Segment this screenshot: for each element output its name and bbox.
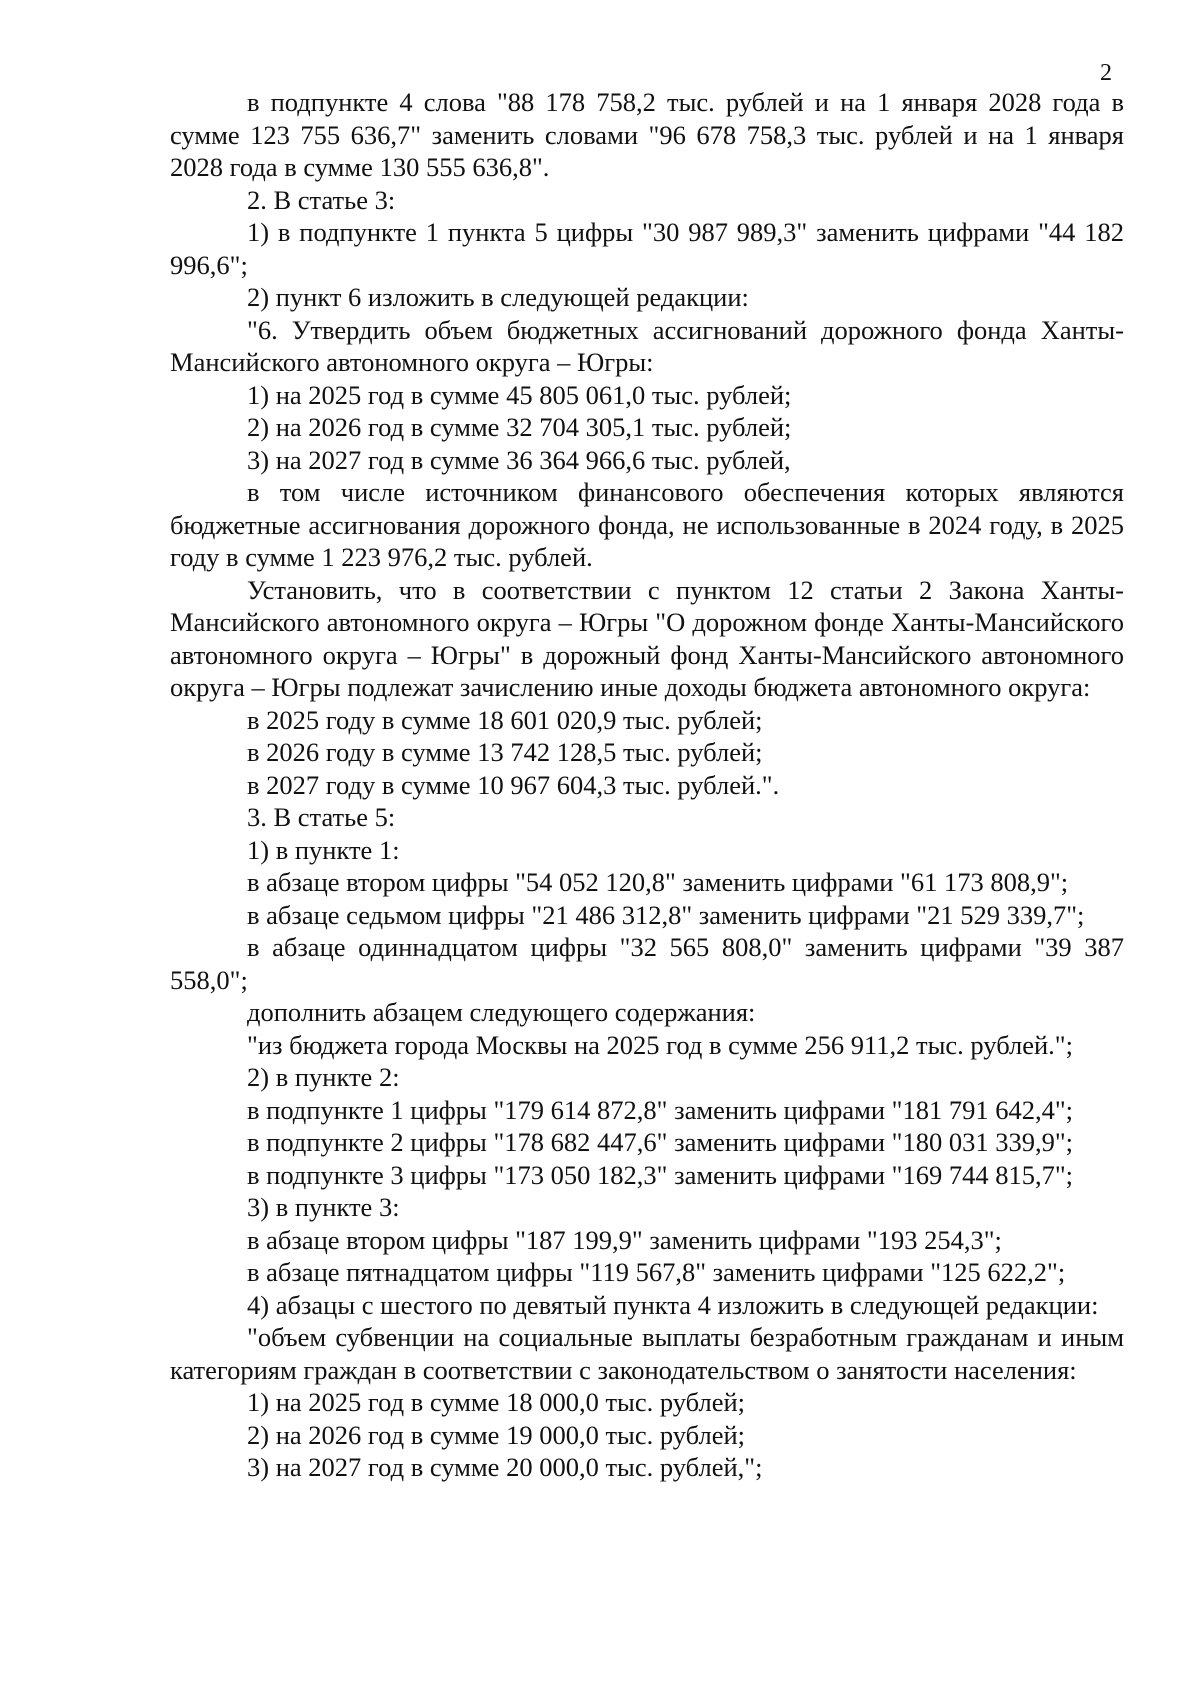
paragraph: 1) на 2025 год в сумме 18 000,0 тыс. рублей; [247, 1387, 746, 1417]
document-body [170, 86, 1124, 1484]
paragraph: Установить, что в соответствии с пунктом 12 статьи 2 Закона Ханты-Мансийского автономного округа – Югры "О дорожном фонде Ханты-Мансийского автономного округа – Югры" в дорожный фонд Ханты-Мансийского автономного округа – Югры подлежат зачислению иные доходы бюджета автономного округа: [170, 574, 1124, 702]
paragraph: "из бюджета города Москвы на 2025 год в сумме 256 911,2 тыс. рублей."; [247, 1029, 1073, 1060]
paragraph: "6. Утвердить объем бюджетных ассигнований дорожного фонда Ханты-Мансийского автономного округа – Югры: [170, 314, 1124, 377]
paragraph: 3) на 2027 год в сумме 20 000,0 тыс. рублей,"; [247, 1452, 763, 1482]
paragraph: в 2026 году в сумме 13 742 128,5 тыс. рублей; [247, 737, 763, 767]
paragraph: в подпункте 2 цифры "178 682 447,6" заменить цифрами "180 031 339,9"; [247, 1127, 1074, 1157]
paragraph: 4) абзацы с шестого по девятый пункта 4 изложить в следующей редакции: [247, 1289, 1099, 1320]
paragraph: в 2025 году в сумме 18 601 020,9 тыс. рублей; [247, 704, 763, 735]
paragraph: 3. В статье 5: [247, 802, 396, 832]
paragraph: в подпункте 4 слова "88 178 758,2 тыс. рублей и на 1 января 2028 года в сумме 123 755 636,7" заменить словами "96 678 758,3 тыс. рублей и на 1 января 2028 года в сумме 130 555 636,8". [170, 87, 1124, 182]
paragraph: 1) на 2025 год в сумме 45 805 061,0 тыс. рублей; [247, 379, 792, 410]
paragraph: 2) пункт 6 изложить в следующей редакции: [247, 282, 749, 312]
paragraph: 2) в пункте 2: [247, 1062, 400, 1092]
paragraph: в подпункте 3 цифры "173 050 182,3" заменить цифрами "169 744 815,7"; [247, 1159, 1074, 1190]
paragraph: в абзаце одиннадцатом цифры "32 565 808,0" заменить цифрами "39 387 558,0"; [170, 932, 1124, 995]
paragraph: дополнить абзацем следующего содержания: [247, 997, 756, 1027]
page-number: 2 [1100, 60, 1112, 86]
paragraph: в подпункте 1 цифры "179 614 872,8" заменить цифрами "181 791 642,4"; [247, 1094, 1074, 1125]
paragraph: 1) в пункте 1: [247, 834, 400, 865]
paragraph: в абзаце седьмом цифры "21 486 312,8" заменить цифрами "21 529 339,7"; [247, 899, 1085, 930]
paragraph: в том числе источником финансового обеспечения которых являются бюджетные ассигнования дорожного фонда, не использованные в 2024 году, в 2025 году в сумме 1 223 976,2 тыс. рублей. [170, 477, 1124, 572]
paragraph: 2) на 2026 год в сумме 19 000,0 тыс. рублей; [247, 1419, 746, 1450]
paragraph: в 2027 году в сумме 10 967 604,3 тыс. рублей.". [247, 769, 780, 800]
paragraph: "объем субвенции на социальные выплаты безработным гражданам и иным категориям граждан в соответствии с законодательством о занятости населения: [170, 1322, 1124, 1385]
paragraph: в абзаце втором цифры "187 199,9" заменить цифрами "193 254,3"; [247, 1224, 1002, 1255]
paragraph: 3) в пункте 3: [247, 1192, 400, 1222]
paragraph: 1) в подпункте 1 пункта 5 цифры "30 987 989,3" заменить цифрами "44 182 996,6"; [170, 217, 1124, 280]
paragraph: 2) на 2026 год в сумме 32 704 305,1 тыс. рублей; [247, 412, 792, 442]
paragraph: 2. В статье 3: [247, 184, 396, 215]
paragraph: в абзаце пятнадцатом цифры "119 567,8" заменить цифрами "125 622,2"; [247, 1257, 1066, 1287]
paragraph: в абзаце втором цифры "54 052 120,8" заменить цифрами "61 173 808,9"; [247, 867, 1069, 897]
paragraph: 3) на 2027 год в сумме 36 364 966,6 тыс. рублей, [247, 444, 791, 475]
